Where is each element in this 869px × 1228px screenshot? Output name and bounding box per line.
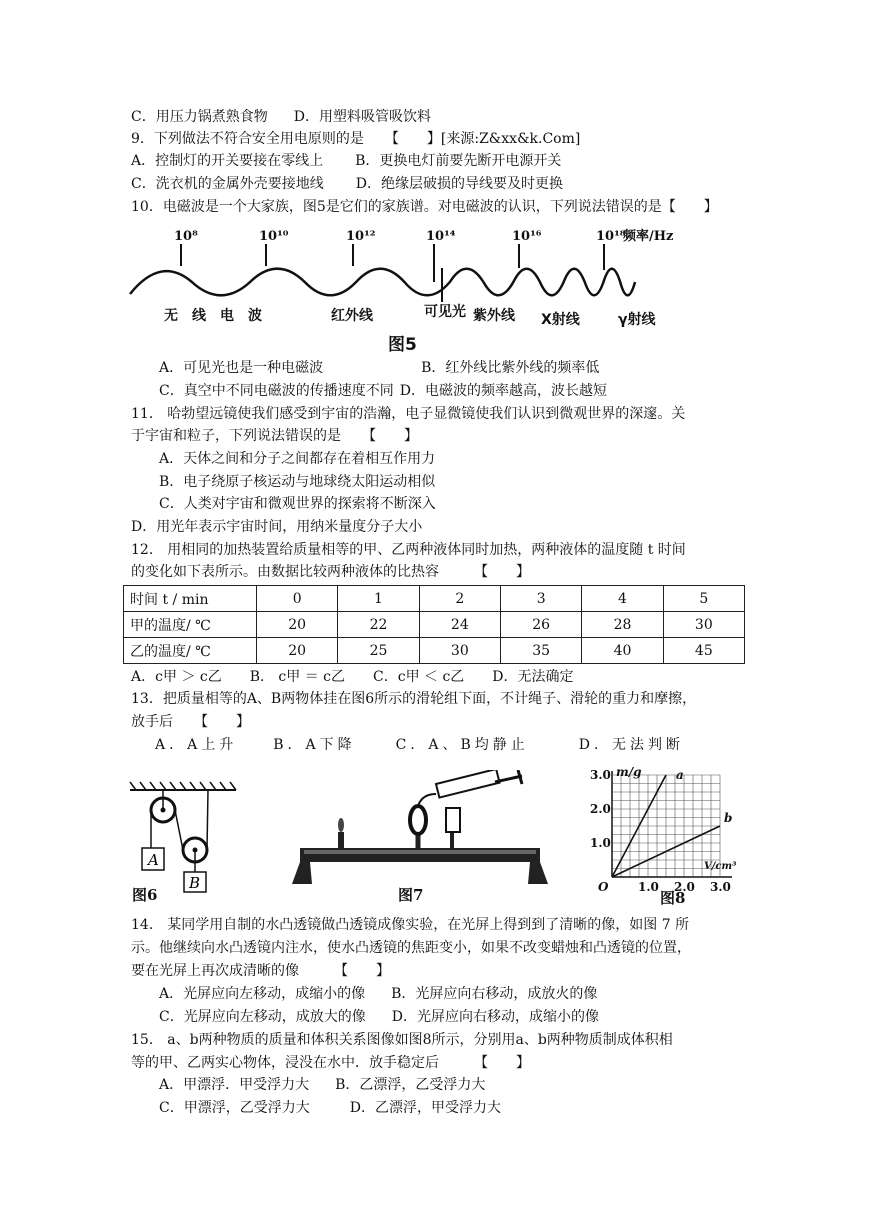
q14-stem-2: 示。他继续向水凸透镜内注水，使水凸透镜的焦距变小，如果不改变蜡烛和凸透镜的位置， bbox=[131, 940, 691, 956]
q10-option-a: A．可见光也是一种电磁波 bbox=[159, 360, 324, 376]
q9-stem: 9．下列做法不符合安全用电原则的是 【 】[来源:Z&xx&k.Com] bbox=[131, 131, 581, 147]
table-cell: 25 bbox=[338, 638, 419, 664]
q14-option-c: C．光屏应向左移动，成放大的像 bbox=[159, 1009, 366, 1025]
table-cell: 甲的温度/ ℃ bbox=[124, 612, 257, 638]
x-tick-label: 1.0 bbox=[638, 880, 659, 894]
q15-stem-1: 15． a、b两种物质的质量和体积关系图像如图8所示，分别用a、b两种物质制成体积相 bbox=[131, 1032, 673, 1048]
q8-option-c: C．用压力锅煮熟食物 bbox=[131, 109, 268, 125]
table-cell: 45 bbox=[663, 638, 744, 664]
q9-options-ab bbox=[131, 151, 561, 171]
q14-stem-3: 要在光屏上再次成清晰的像 【 】 bbox=[131, 963, 390, 979]
x-tick-label: 3.0 bbox=[710, 880, 731, 894]
q9-option-a: A．控制灯的开关要接在零线上 bbox=[131, 153, 324, 169]
q14-option-a: A．光屏应向左移动，成缩小的像 bbox=[159, 986, 366, 1002]
candle bbox=[338, 832, 344, 850]
q12-stem-1: 12． 用相同的加热装置给质量相等的甲、乙两种液体同时加热，两种液体的温度随 t 时间 bbox=[131, 542, 686, 558]
freq-label: 10¹⁶ bbox=[512, 229, 542, 244]
table-cell: 5 bbox=[663, 586, 744, 612]
q15-option-d: D．乙漂浮，甲受浮力大 bbox=[349, 1100, 501, 1116]
band-radio: 无 线 电 波 bbox=[164, 308, 262, 324]
figure-6-pulley bbox=[128, 780, 238, 895]
x-axis-label: V/cm³ bbox=[704, 861, 737, 872]
band-visible: 可见光 bbox=[424, 304, 466, 320]
table-row bbox=[124, 638, 745, 664]
q11-option-c: C．人类对宇宙和微观世界的探索将不断深入 bbox=[159, 496, 436, 512]
table-cell: 35 bbox=[500, 638, 581, 664]
y-tick-label: 1.0 bbox=[590, 836, 611, 850]
table-cell: 20 bbox=[257, 612, 338, 638]
q15-option-a: A．甲漂浮．甲受浮力大 bbox=[159, 1077, 310, 1093]
y-axis-label: m/g bbox=[616, 765, 642, 779]
water-lens bbox=[410, 806, 426, 834]
y-tick-label: 3.0 bbox=[590, 768, 611, 782]
figure-8-caption: 图8 bbox=[660, 889, 686, 907]
q11-stem-1: 11． 哈勃望远镜使我们感受到宇宙的浩瀚，电子显微镜使我们认识到微观世界的深邃。关 bbox=[131, 406, 686, 422]
q9-options-cd bbox=[131, 174, 563, 194]
figure-8-mass-volume-graph bbox=[590, 765, 740, 900]
table-cell: 40 bbox=[582, 638, 663, 664]
table-cell: 30 bbox=[419, 638, 500, 664]
q13-stem-1: 13．把质量相等的A、B两物体挂在图6所示的滑轮组下面，不计绳子、滑轮的重力和摩擦， bbox=[131, 691, 697, 707]
figure-5-caption: 图5 bbox=[388, 335, 417, 355]
q9-option-c: C．洗衣机的金属外壳要接地线 bbox=[131, 176, 324, 192]
q15-options-cd bbox=[159, 1098, 501, 1118]
q8-options bbox=[131, 107, 431, 127]
q10-option-b: B．红外线比紫外线的频率低 bbox=[421, 360, 600, 376]
table-cell: 时间 t / min bbox=[124, 586, 257, 612]
table-cell: 乙的温度/ ℃ bbox=[124, 638, 257, 664]
q10-stem: 10．电磁波是一个大家族，图5是它们的家族谱。对电磁波的认识，下列说法错误的是【 】 bbox=[131, 199, 718, 215]
freq-label: 10¹² bbox=[346, 229, 376, 244]
q15-options-ab bbox=[159, 1075, 485, 1095]
q11-option-d: D．用光年表示宇宙时间，用纳米量度分子大小 bbox=[131, 519, 423, 535]
syringe bbox=[436, 770, 500, 798]
freq-label: 10¹⁸ bbox=[596, 229, 626, 244]
freq-label: 10¹⁰ bbox=[259, 229, 289, 244]
q13-stem-2: 放手后 【 】 bbox=[131, 714, 250, 730]
freq-unit: 频率/Hz bbox=[623, 229, 674, 244]
table-cell: 24 bbox=[419, 612, 500, 638]
q9-option-b: B．更换电灯前要先断开电源开关 bbox=[355, 153, 562, 169]
em-wave bbox=[130, 269, 635, 296]
table-cell: 28 bbox=[582, 612, 663, 638]
q11-stem-2: 于宇宙和粒子，下列说法错误的是 【 】 bbox=[131, 428, 418, 444]
q15-option-b: B．乙漂浮，乙受浮力大 bbox=[335, 1077, 486, 1093]
light-screen bbox=[446, 808, 460, 832]
q15-option-c: C．甲漂浮，乙受浮力大 bbox=[159, 1100, 310, 1116]
q14-options-ab bbox=[159, 984, 597, 1004]
q11-option-a: A．天体之间和分子之间都存在着相互作用力 bbox=[159, 451, 436, 467]
q12-options: A．c甲 ＞ c乙 B． c甲 ＝ c乙 C．c甲 ＜ c乙 D．无法确定 bbox=[131, 669, 574, 685]
figure-7-caption: 图7 bbox=[398, 886, 424, 904]
band-infrared: 红外线 bbox=[331, 308, 373, 324]
q10-option-d: D．电磁波的频率越高，波长越短 bbox=[399, 383, 607, 399]
table-row bbox=[124, 612, 745, 638]
table-cell: 1 bbox=[338, 586, 419, 612]
table-row bbox=[124, 586, 745, 612]
table-cell: 26 bbox=[500, 612, 581, 638]
band-ultraviolet: 紫外线 bbox=[473, 308, 515, 324]
origin-label: O bbox=[598, 880, 609, 894]
table-cell: 22 bbox=[338, 612, 419, 638]
y-tick-label: 2.0 bbox=[590, 802, 611, 816]
line-a-label: a bbox=[676, 768, 684, 782]
freq-label: 10¹⁴ bbox=[426, 229, 456, 244]
figure-5-em-spectrum bbox=[128, 222, 688, 360]
table-cell: 2 bbox=[419, 586, 500, 612]
line-b-label: b bbox=[724, 811, 733, 825]
q10-options-ab bbox=[159, 358, 599, 378]
q9-option-d: D．绝缘层破损的导线要及时更换 bbox=[355, 176, 563, 192]
q14-options-cd bbox=[159, 1007, 599, 1027]
figure-6-caption: 图6 bbox=[132, 886, 158, 904]
q14-option-d: D．光屏应向右移动，成缩小的像 bbox=[391, 1009, 599, 1025]
table-cell: 0 bbox=[257, 586, 338, 612]
figure-7-optical-bench bbox=[290, 770, 550, 890]
q13-options bbox=[155, 735, 684, 755]
band-xray: X射线 bbox=[541, 312, 580, 328]
q13-option-b: B．A下降 bbox=[273, 737, 356, 753]
q10-option-c: C．真空中不同电磁波的传播速度不同 bbox=[159, 383, 394, 399]
block-a-label: A bbox=[148, 851, 159, 869]
table-cell: 3 bbox=[500, 586, 581, 612]
temperature-table bbox=[123, 585, 745, 664]
q13-option-d: D．无法判断 bbox=[578, 737, 684, 753]
x-tick-label: 2.0 bbox=[674, 880, 695, 894]
q15-stem-2: 等的甲、乙两实心物体，浸没在水中．放手稳定后 【 】 bbox=[131, 1055, 530, 1071]
table-cell: 20 bbox=[257, 638, 338, 664]
q14-option-b: B．光屏应向右移动，成放火的像 bbox=[391, 986, 598, 1002]
freq-label: 10⁸ bbox=[174, 229, 198, 244]
q13-option-c: C．A、B均静止 bbox=[395, 737, 529, 753]
q12-stem-2: 的变化如下表所示。由数据比较两种液体的比热容 【 】 bbox=[131, 564, 530, 580]
table-cell: 30 bbox=[663, 612, 744, 638]
q13-option-a: A．A上升 bbox=[155, 737, 238, 753]
q10-options-cd bbox=[159, 381, 607, 401]
q14-stem-1: 14． 某同学用自制的水凸透镜做凸透镜成像实验，在光屏上得到到了清晰的像，如图 7 所 bbox=[131, 917, 690, 933]
block-b-label: B bbox=[189, 874, 201, 892]
q8-option-d: D．用塑料吸管吸饮料 bbox=[293, 109, 431, 125]
table-cell: 4 bbox=[582, 586, 663, 612]
band-gamma: γ射线 bbox=[618, 312, 656, 328]
q11-option-b: B．电子绕原子核运动与地球绕太阳运动相似 bbox=[159, 474, 436, 490]
